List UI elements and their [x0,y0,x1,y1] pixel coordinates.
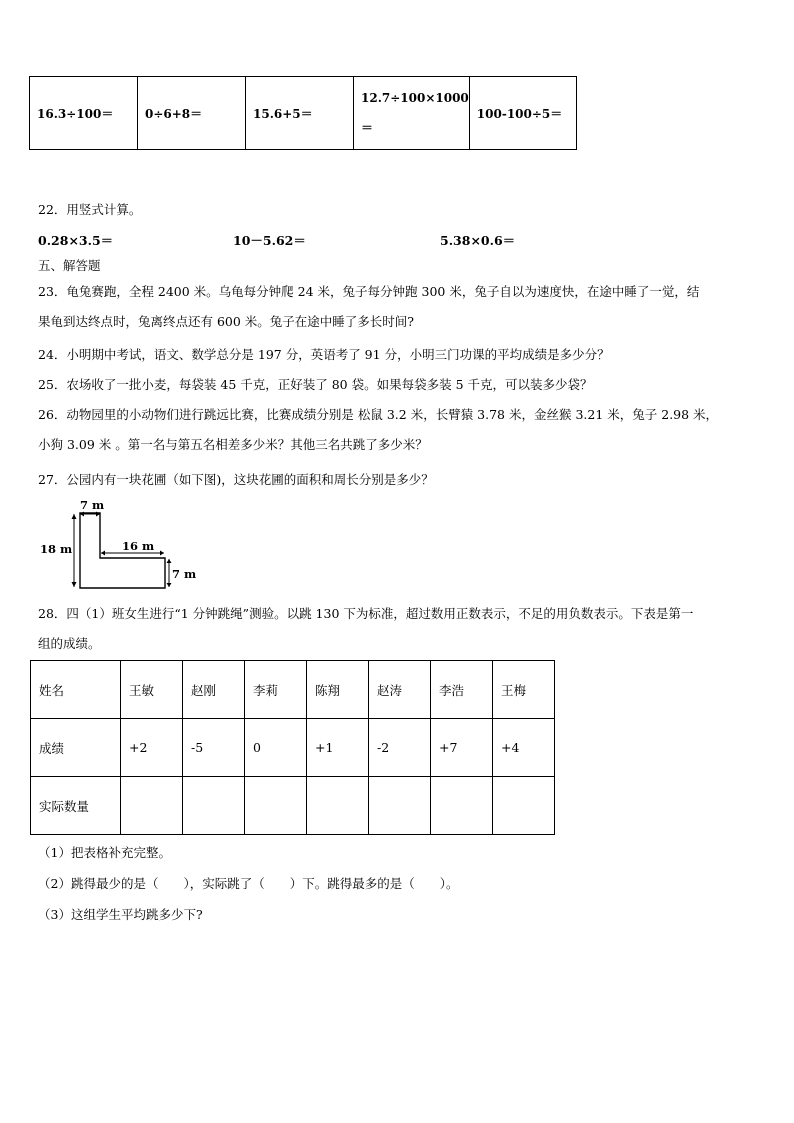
q26-line: 小狗 3.09 米 。第一名与第五名相差多少米？其他三名共跳了多少米？ [38,437,428,452]
section-heading: 五、解答题 [38,258,101,273]
blank-cell[interactable] [493,777,555,835]
name-cell: 李浩 [431,661,493,719]
q25-text: 25．农场收了一批小麦，每袋装 45 千克，正好装了 80 袋。如果每袋多装 5 千克，可以装多少袋？ [38,377,593,392]
blank-cell[interactable] [121,777,183,835]
calc-table [29,76,577,150]
name-cell: 赵刚 [183,661,245,719]
q23-line: 23．龟兔赛跑，全程 2400 米。乌龟每分钟爬 24 米，兔子每分钟跑 300 米，兔子自以为速度快，在途中睡了一觉，结 [38,284,700,299]
calc-cell-line: 12.7÷100×1000 [361,91,469,105]
blank-cell[interactable] [369,777,431,835]
name-cell: 李莉 [245,661,307,719]
row-label: 实际数量 [31,777,121,835]
dim-label-top: 7 m [80,498,105,512]
table-row [31,777,555,835]
blank-cell[interactable] [183,777,245,835]
score-cell: -5 [183,719,245,777]
q28-sub3: （3）这组学生平均跳多少下? [38,907,203,922]
q22-item: 0.28×3.5＝ [38,233,114,248]
table-row [31,719,555,777]
row-label: 成绩 [31,719,121,777]
score-table [30,660,555,835]
calc-cell: 15.6+5＝ [246,77,354,150]
name-cell: 赵涛 [369,661,431,719]
blank-cell[interactable] [431,777,493,835]
score-cell: +7 [431,719,493,777]
name-cell: 陈翔 [307,661,369,719]
row-label: 姓名 [31,661,121,719]
q27-text: 27．公园内有一块花圃（如下图)，这块花圃的面积和周长分别是多少？ [38,472,434,487]
calc-cell-line: ＝ [361,121,374,135]
score-cell: +2 [121,719,183,777]
calc-cell [354,77,470,150]
q28-text [38,599,756,659]
score-cell: +1 [307,719,369,777]
name-cell: 王敏 [121,661,183,719]
q22-item: 10－5.62＝ [233,233,306,248]
q24-text: 24．小明期中考试，语文、数学总分是 197 分，英语考了 91 分，小明三门功课的平均成绩是多少分？ [38,347,610,362]
dim-label-left: 18 m [40,542,73,556]
table-row [31,661,555,719]
q28-line: 28．四（1）班女生进行“1 分钟跳绳”测验。以跳 130 下为标准，超过数用正数表示，不足的用负数表示。下表是第一 [38,606,694,621]
flowerbed-figure [38,495,208,595]
score-cell: -2 [369,719,431,777]
calc-cell: 0÷6+8＝ [138,77,246,150]
q28-sub1: （1）把表格补充完整。 [38,845,171,860]
score-cell: 0 [245,719,307,777]
q22-title: 22．用竖式计算。 [38,202,142,217]
blank-cell[interactable] [307,777,369,835]
dim-label-right: 7 m [172,567,197,581]
q26-line: 26．动物园里的小动物们进行跳远比赛，比赛成绩分别是 松鼠 3.2 米，长臂猿 3.78 米，金丝猴 3.21 米，兔子 2.98 米， [38,407,719,422]
name-cell: 王梅 [493,661,555,719]
q26-text [38,400,756,460]
q28-line: 组的成绩。 [38,636,101,651]
q28-sub2: （2）跳得最少的是（ ），实际跳了（ ）下。跳得最多的是（ ）。 [38,876,459,891]
calc-cell: 16.3÷100＝ [30,77,138,150]
q22-item: 5.38×0.6＝ [440,233,516,248]
score-cell: +4 [493,719,555,777]
blank-cell[interactable] [245,777,307,835]
q23-line: 果龟到达终点时，兔离终点还有 600 米。兔子在途中睡了多长时间? [38,314,415,329]
dim-label-inner: 16 m [122,539,155,553]
q23-text [38,277,756,337]
calc-cell: 100-100÷5＝ [469,77,576,150]
